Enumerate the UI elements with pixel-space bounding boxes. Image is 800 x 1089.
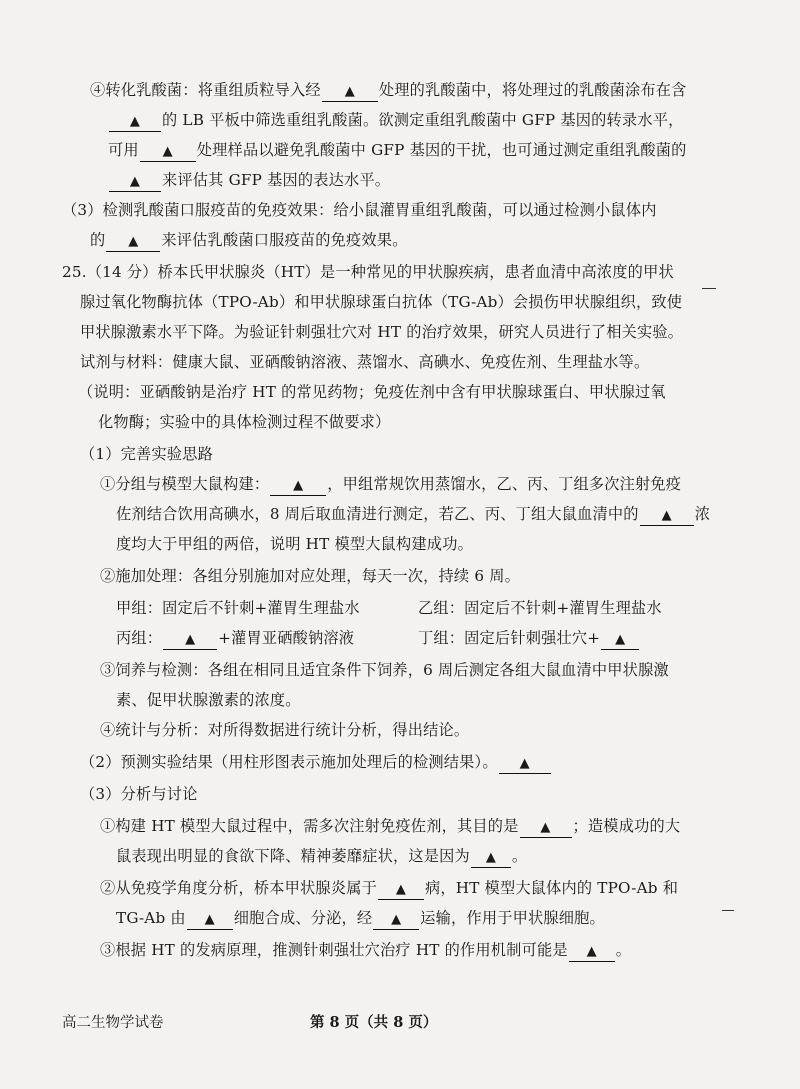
part3-q2-line-1 [100, 878, 678, 900]
q25-stem-line-1: 25.（14 分）桥本氏甲状腺炎（HT）是一种常见的甲状腺疾病，患者血清中高浓度的甲状 [62, 263, 674, 281]
answer-blank[interactable]: ▲ [140, 141, 196, 162]
q25-materials: 试剂与材料：健康大鼠、亚硒酸钠溶液、蒸馏水、高碘水、免疫佐剂、生理盐水等。 [80, 353, 650, 371]
part1-title: （1）完善实验思路 [80, 445, 213, 463]
q24-3-line-2 [90, 230, 408, 252]
text: ①构建 HT 模型大鼠过程中，需多次注射免疫佐剂，其目的是 [100, 817, 519, 835]
answer-blank[interactable]: ▲ [569, 941, 615, 962]
text: 运输，作用于甲状腺细胞。 [420, 909, 605, 927]
answer-blank[interactable]: ▲ [270, 475, 326, 496]
part3-q2-line-2 [116, 908, 605, 930]
part3-title: （3）分析与讨论 [80, 785, 198, 803]
q24-4-line-4 [108, 170, 390, 192]
q25-stem-line-3: 甲状腺激素水平下降。为验证针刺强壮穴对 HT 的治疗效果，研究人员进行了相关实验。 [80, 323, 684, 341]
text: 丁组：固定后针刺强壮穴+ [418, 629, 601, 647]
part3-q1-line-2 [116, 846, 527, 868]
part1-step1-line-1 [100, 474, 681, 496]
answer-blank[interactable]: ▲ [640, 505, 694, 526]
answer-blank[interactable]: ▲ [378, 879, 424, 900]
text: 病，HT 模型大鼠体内的 TPO-Ab 和 [424, 879, 679, 897]
answer-blank[interactable]: ▲ [109, 171, 161, 192]
q25-note-line-1: （说明：亚硒酸钠是治疗 HT 的常见药物；免疫佐剂中含有甲状腺球蛋白、甲状腺过氧 [78, 383, 666, 401]
answer-blank[interactable]: ▲ [322, 81, 378, 102]
part1-step3-line-2: 素、促甲状腺激素的浓度。 [116, 691, 301, 709]
part2-prediction [80, 752, 552, 774]
text: TG-Ab 由 [116, 909, 186, 927]
group-jia: 甲组：固定后不针刺+灌胃生理盐水 [116, 599, 360, 617]
answer-blank[interactable]: ▲ [520, 817, 572, 838]
answer-blank[interactable]: ▲ [106, 231, 160, 252]
footer-page-number: 第 8 页（共 8 页） [310, 1014, 438, 1031]
text: ，甲组常规饮用蒸馏水，乙、丙、丁组多次注射免疫 [327, 475, 682, 493]
text: 。 [511, 847, 528, 865]
q25-note-line-2: 化物酶；实验中的具体检测过程不做要求） [98, 413, 391, 431]
text: ；造模成功的大 [572, 817, 681, 835]
group-ding [418, 628, 640, 650]
text: 来评估乳酸菌口服疫苗的免疫效果。 [161, 231, 408, 249]
text: （2）预测实验结果（用柱形图表示施加处理后的检测结果）。 [80, 753, 498, 771]
q25-stem-line-2: 腺过氧化物酶抗体（TPO-Ab）和甲状腺球蛋白抗体（TG-Ab）会损伤甲状腺组织，致使 [80, 293, 683, 311]
part1-step1-line-2 [116, 504, 710, 526]
margin-mark [702, 288, 716, 289]
answer-blank[interactable]: ▲ [373, 909, 419, 930]
part1-step3-line-1: ③饲养与检测：各组在相同且适宜条件下饲养，6 周后测定各组大鼠血清中甲状腺激 [100, 661, 669, 679]
text: ④转化乳酸菌：将重组质粒导入经 [90, 81, 321, 99]
text: 处理的乳酸菌中，将处理过的乳酸菌涂布在含 [378, 81, 687, 99]
group-yi: 乙组：固定后不针刺+灌胃生理盐水 [418, 599, 662, 617]
text: ③根据 HT 的发病原理，推测针刺强壮穴治疗 HT 的作用机制可能是 [100, 941, 568, 959]
text: 鼠表现出明显的食欲下降、精神萎靡症状，这是因为 [116, 847, 470, 865]
part1-step1-line-3: 度均大于甲组的两倍，说明 HT 模型大鼠构建成功。 [116, 535, 473, 553]
text: 佐剂结合饮用高碘水，8 周后取血清进行测定，若乙、丙、丁组大鼠血清中的 [116, 505, 639, 523]
answer-blank[interactable]: ▲ [499, 753, 551, 774]
answer-blank[interactable]: ▲ [163, 629, 217, 650]
text: ①分组与模型大鼠构建： [100, 475, 270, 493]
answer-blank[interactable]: ▲ [187, 909, 233, 930]
part1-step4: ④统计与分析：对所得数据进行统计分析，得出结论。 [100, 721, 470, 739]
group-bing [116, 628, 354, 650]
footer-subject: 高二生物学试卷 [62, 1015, 164, 1031]
part1-step2: ②施加处理：各组分别施加对应处理，每天一次，持续 6 周。 [100, 567, 520, 585]
text: 细胞合成、分泌，经 [233, 909, 373, 927]
text: +灌胃亚硒酸钠溶液 [218, 629, 355, 647]
text: 可用 [108, 141, 139, 159]
margin-mark [722, 910, 734, 911]
answer-blank[interactable]: ▲ [471, 847, 511, 868]
text: 的 [90, 231, 106, 249]
answer-blank[interactable]: ▲ [601, 629, 639, 650]
q24-3-line-1: （3）检测乳酸菌口服疫苗的免疫效果：给小鼠灌胃重组乳酸菌，可以通过检测小鼠体内 [62, 201, 657, 219]
q24-4-line-1 [90, 80, 687, 102]
text: 丙组： [116, 629, 163, 647]
q24-4-line-2 [108, 110, 683, 132]
text: ②从免疫学角度分析，桥本甲状腺炎属于 [100, 879, 377, 897]
text: 处理样品以避免乳酸菌中 GFP 基因的干扰，也可通过测定重组乳酸菌的 [196, 141, 687, 159]
part3-q3 [100, 940, 631, 962]
answer-blank[interactable]: ▲ [109, 111, 161, 132]
text: 来评估其 GFP 基因的表达水平。 [162, 171, 391, 189]
part3-q1-line-1 [100, 816, 680, 838]
text: 。 [615, 941, 632, 959]
text: 的 LB 平板中筛选重组乳酸菌。欲测定重组乳酸菌中 GFP 基因的转录水平， [162, 111, 684, 129]
q24-4-line-3 [108, 140, 687, 162]
text: 浓 [694, 505, 711, 523]
